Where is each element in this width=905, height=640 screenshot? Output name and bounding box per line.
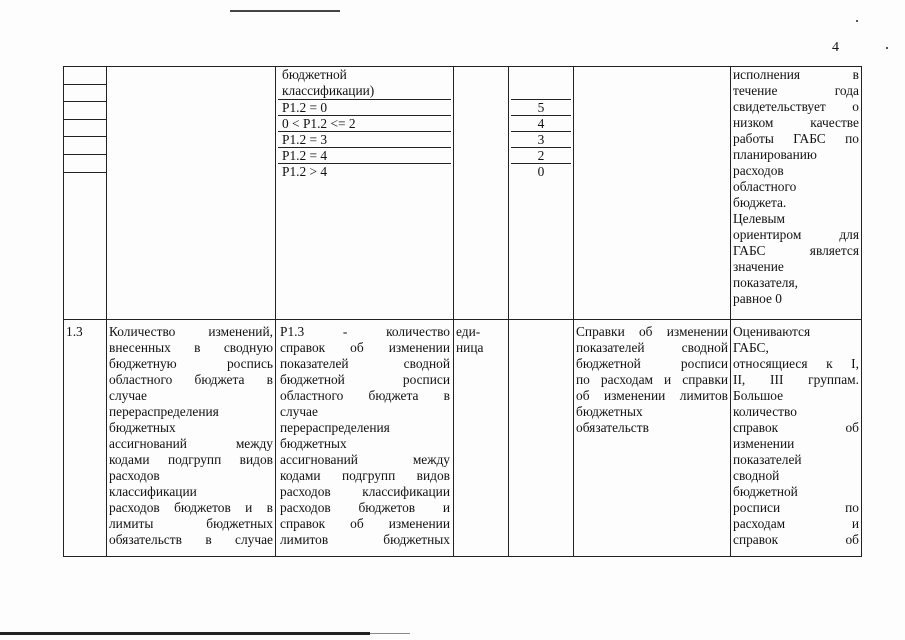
- text-line: лимиты бюджетных: [109, 516, 273, 531]
- score-value: 0: [511, 163, 571, 179]
- text-line: расходов: [733, 163, 784, 178]
- unit-cell: [454, 320, 509, 557]
- text-line: Справки об изменении: [576, 324, 728, 339]
- empty-cell: [574, 67, 731, 320]
- formula-cell: [276, 320, 454, 557]
- text-line: областного бюджета в: [109, 372, 273, 387]
- text-line: P1.3 - количество: [280, 324, 450, 339]
- text-line: Большое: [733, 388, 784, 403]
- table-row: [64, 320, 862, 557]
- text-line: кодами подгрупп видов: [109, 452, 273, 467]
- text-line: бюджетной росписи: [576, 356, 728, 371]
- condition-item: P1.2 = 3: [278, 131, 451, 147]
- text-line: справок об: [733, 532, 859, 547]
- text-line: расходов бюджетов и в: [109, 500, 273, 515]
- text-line: справок об: [733, 420, 859, 435]
- scan-artifact-dot: [886, 47, 888, 49]
- source-cell: [574, 320, 731, 557]
- text-line: Целевым: [733, 211, 786, 226]
- condition-item: 0 < P1.2 <= 2: [278, 115, 451, 131]
- scan-artifact-dot: [856, 20, 858, 22]
- text-line: значение: [733, 259, 784, 274]
- text-line: Оцениваются: [733, 324, 811, 339]
- text-line: случае: [109, 388, 147, 403]
- text-line: перераспределения: [109, 404, 219, 419]
- row-number: 1.3: [64, 320, 107, 557]
- text-line: внесенных в сводную: [109, 340, 273, 355]
- text-line: показателей сводной: [576, 340, 728, 355]
- text-line: справок об изменении: [280, 340, 450, 355]
- scan-artifact-line: [370, 633, 410, 634]
- text-line: течение года: [733, 83, 859, 98]
- condition-item: P1.2 = 0: [278, 99, 451, 115]
- conditions-cell: [276, 67, 454, 320]
- text-line: работы ГАБС по: [733, 131, 859, 146]
- text-line: расходов классификации: [280, 484, 450, 499]
- score-value: 4: [511, 115, 571, 131]
- text-line: об изменении лимитов: [576, 388, 728, 403]
- comment-cell: [731, 67, 862, 320]
- text-line: ГАБС является: [733, 243, 859, 258]
- text-line: свидетельствует о: [733, 99, 859, 114]
- text-line: случае: [280, 404, 318, 419]
- indicator-name-cell: [107, 320, 276, 557]
- score-value: 3: [511, 131, 571, 147]
- text-line: ГАБС,: [733, 340, 769, 355]
- text-line: бюджетной: [733, 484, 798, 499]
- text-line: сводной: [733, 468, 780, 483]
- text-line: ница: [456, 340, 484, 355]
- text-line: равное 0: [733, 291, 782, 306]
- text-line: областного: [733, 179, 797, 194]
- text-line: бюджетной: [282, 67, 347, 82]
- empty-cell: [509, 320, 574, 557]
- text-line: показателей сводной: [280, 356, 450, 371]
- text-line: расходов бюджетов и: [280, 500, 450, 515]
- scan-artifact-line: [230, 10, 340, 12]
- text-line: классификации): [282, 83, 375, 98]
- page-number: 4: [832, 40, 839, 55]
- scan-artifact-line: [0, 632, 370, 635]
- text-line: изменении: [733, 436, 795, 451]
- text-line: бюджетной росписи: [280, 372, 450, 387]
- text-line: областного бюджета в: [280, 388, 450, 403]
- text-line: показателей: [733, 452, 802, 467]
- condition-item: P1.2 = 4: [278, 147, 451, 163]
- text-line: показателя,: [733, 275, 798, 290]
- text-line: планированию: [733, 147, 817, 162]
- left-lines-cell: [64, 67, 107, 320]
- table-row: [64, 67, 862, 320]
- condition-item: P1.2 > 4: [278, 163, 451, 179]
- text-line: еди-: [456, 324, 481, 339]
- text-line: количество: [733, 404, 797, 419]
- empty-cell: [107, 67, 276, 320]
- text-line: лимитов бюджетных: [280, 532, 450, 547]
- comment-cell: [731, 320, 862, 557]
- text-line: бюджета.: [733, 195, 787, 210]
- text-line: расходов: [109, 468, 160, 483]
- text-line: относящиеся к I,: [733, 356, 859, 371]
- text-line: низком качестве: [733, 115, 859, 130]
- row-divider-lines: [66, 67, 104, 173]
- text-line: бюджетную роспись: [109, 356, 273, 371]
- text-line: бюджетных: [576, 404, 643, 419]
- text-line: бюджетных: [109, 420, 176, 435]
- text-line: ассигнований между: [109, 436, 273, 451]
- text-line: классификации: [109, 484, 197, 499]
- scores-cell: [509, 67, 574, 320]
- criteria-table: [63, 66, 862, 557]
- text-line: кодами подгрупп видов: [280, 468, 450, 483]
- text-line: расходам и: [733, 516, 859, 531]
- text-line: обязательств: [576, 420, 649, 435]
- text-line: росписи по: [733, 500, 859, 515]
- score-value: 2: [511, 147, 571, 163]
- text-line: II, III группам.: [733, 372, 859, 387]
- text-line: по расходам и справки: [576, 372, 728, 387]
- text-line: справок об изменении: [280, 516, 450, 531]
- text-line: Количество изменений,: [109, 324, 273, 339]
- score-value: 5: [511, 99, 571, 115]
- text-line: исполнения в: [733, 67, 859, 82]
- text-line: перераспределения: [280, 420, 390, 435]
- text-line: ассигнований между: [280, 452, 450, 467]
- text-line: бюджетных: [280, 436, 347, 451]
- empty-cell: [454, 67, 509, 320]
- text-line: обязательств в случае: [109, 532, 273, 547]
- text-line: ориентиром для: [733, 227, 859, 242]
